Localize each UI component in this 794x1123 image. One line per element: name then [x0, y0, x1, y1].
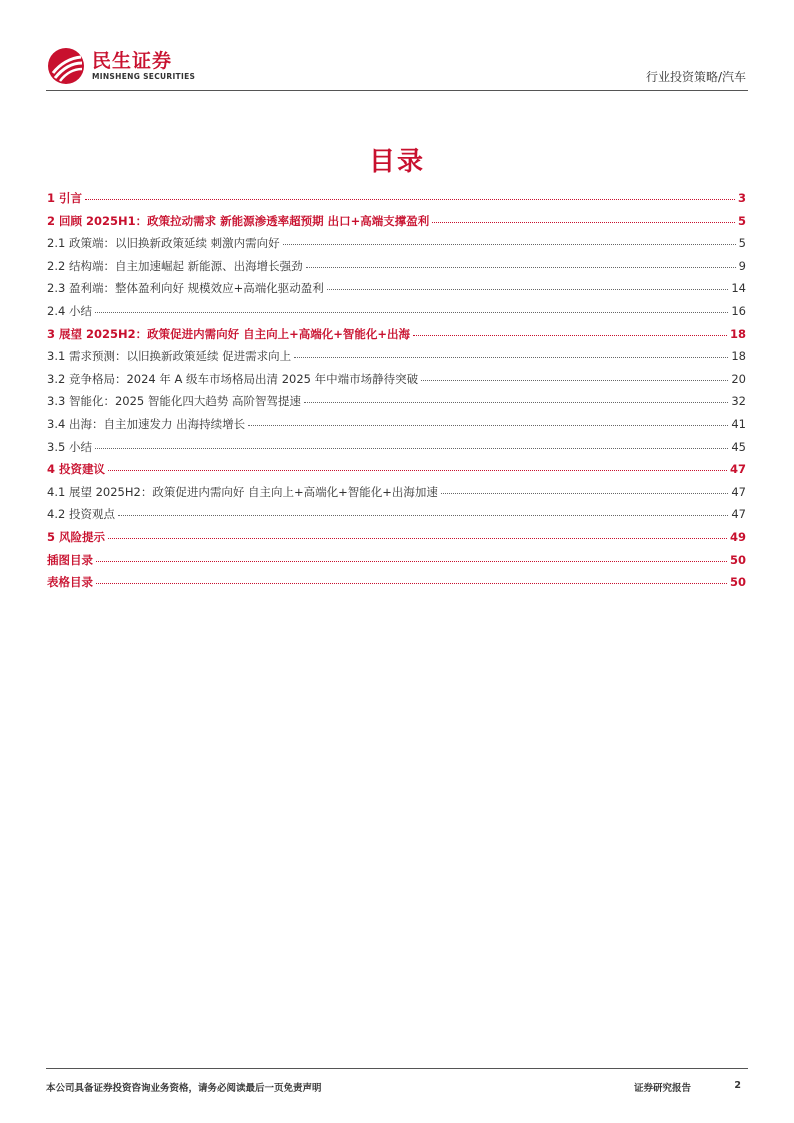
toc-entry-section[interactable]: [47, 303, 746, 326]
toc-entry-text: 2 回顾 2025H1：政策拉动需求 新能源渗透率超预期 出口+高端支撑盈利: [47, 213, 430, 228]
toc-entry-section[interactable]: [47, 484, 746, 507]
toc-entry-page: 32: [731, 394, 746, 409]
toc-entry-section[interactable]: [47, 235, 746, 258]
toc-entry-text: 1 引言: [47, 191, 83, 205]
header-divider: [46, 90, 748, 91]
toc-entry-section[interactable]: [47, 439, 746, 462]
logo-english-name: MINSHENG SECURITIES: [92, 72, 196, 81]
toc-leader-dots: [96, 560, 727, 562]
toc-entry-page: 47: [731, 507, 746, 522]
toc-entry-section[interactable]: [47, 393, 746, 416]
toc-entry-page: 47: [729, 462, 746, 477]
toc-leader-dots: [248, 424, 728, 426]
toc-leader-dots: [108, 469, 727, 471]
toc-entry-text: 2.4 小结: [47, 303, 92, 318]
toc-entry-chapter[interactable]: [47, 190, 746, 213]
toc-entry-chapter[interactable]: [47, 461, 746, 484]
toc-entry-page: 45: [731, 439, 746, 454]
toc-entry-section[interactable]: [47, 258, 746, 281]
toc-leader-dots: [95, 311, 728, 313]
toc-entry-page: 41: [731, 416, 746, 431]
toc-leader-dots: [294, 356, 728, 358]
toc-entry-text: 3.4 出海：自主加速发力 出海持续增长: [47, 416, 246, 431]
toc-title: 目录: [368, 147, 425, 177]
toc-entry-text: 3.3 智能化：2025 智能化四大趋势 高阶智驾提速: [47, 394, 302, 409]
toc-entry-text: 3.2 竞争格局：2024 年 A 级车市场格局出清 2025 年中端市场静待突破: [47, 371, 419, 386]
toc-entry-section[interactable]: [47, 371, 746, 394]
footer-report-type: 证券研究报告: [633, 1083, 691, 1094]
toc-entry-chapter[interactable]: [47, 326, 746, 349]
footer-divider: [46, 1068, 748, 1069]
report-category: 行业投资策略/汽车: [645, 70, 746, 84]
toc-leader-dots: [283, 243, 736, 245]
toc-entry-text: 2.1 政策端：以旧换新政策延续 刺激内需向好: [47, 236, 280, 251]
toc-entry-section[interactable]: [47, 506, 746, 529]
toc-entry-section[interactable]: [47, 416, 746, 439]
toc-leader-dots: [95, 447, 728, 449]
toc-entry-section[interactable]: [47, 280, 746, 303]
toc-leader-dots: [421, 379, 728, 381]
toc-entry-text: 插图目录: [47, 552, 93, 567]
footer-disclaimer: 本公司具备证券投资咨询业务资格，请务必阅读最后一页免责声明: [46, 1083, 322, 1094]
company-logo: [46, 46, 195, 86]
toc-entry-text: 2.3 盈利端：整体盈利向好 规模效应+高端化驱动盈利: [47, 281, 324, 296]
toc-entry-page: 5: [738, 236, 746, 251]
table-of-contents: [47, 190, 746, 597]
toc-entry-text: 5 风险提示: [47, 529, 106, 544]
logo-chinese-name: 民生证券: [92, 50, 173, 72]
toc-entry-chapter[interactable]: [47, 213, 746, 236]
toc-entry-page: 3: [737, 191, 746, 205]
toc-entry-page: 18: [729, 326, 746, 341]
toc-leader-dots: [96, 582, 727, 584]
toc-entry-text: 3.1 需求预测：以旧换新政策延续 促进需求向上: [47, 349, 292, 364]
toc-entry-page: 50: [729, 552, 746, 567]
toc-entry-section[interactable]: [47, 348, 746, 371]
toc-entry-page: 50: [729, 575, 746, 590]
toc-leader-dots: [108, 537, 727, 539]
toc-entry-page: 49: [729, 529, 746, 544]
toc-entry-chapter[interactable]: [47, 574, 746, 597]
minsheng-logo-icon: [46, 46, 86, 86]
toc-entry-page: 14: [731, 281, 746, 296]
toc-leader-dots: [85, 198, 735, 200]
toc-entry-text: 3.5 小结: [47, 439, 92, 454]
toc-entry-page: 47: [731, 484, 746, 499]
toc-leader-dots: [413, 334, 727, 336]
toc-entry-page: 9: [738, 258, 746, 273]
toc-leader-dots: [432, 221, 735, 223]
toc-entry-page: 20: [731, 371, 746, 386]
toc-entry-page: 18: [731, 349, 746, 364]
toc-entry-text: 表格目录: [47, 575, 93, 590]
toc-leader-dots: [441, 492, 728, 494]
toc-entry-text: 4 投资建议: [47, 462, 106, 477]
toc-entry-text: 4.2 投资观点: [47, 507, 115, 522]
page-header: [46, 40, 748, 92]
toc-entry-text: 3 展望 2025H2：政策促进内需向好 自主向上+高端化+智能化+出海: [47, 326, 411, 341]
toc-leader-dots: [306, 266, 736, 268]
toc-entry-text: 4.1 展望 2025H2：政策促进内需向好 自主向上+高端化+智能化+出海加速: [47, 484, 438, 499]
toc-leader-dots: [327, 288, 729, 290]
toc-entry-page: 5: [737, 213, 746, 228]
toc-entry-chapter[interactable]: [47, 529, 746, 552]
toc-leader-dots: [118, 514, 728, 516]
toc-entry-page: 16: [731, 303, 746, 318]
footer-page-number: 2: [734, 1080, 741, 1091]
toc-entry-chapter[interactable]: [47, 552, 746, 575]
toc-entry-text: 2.2 结构端：自主加速崛起 新能源、出海增长强劲: [47, 258, 303, 273]
toc-leader-dots: [304, 401, 728, 403]
